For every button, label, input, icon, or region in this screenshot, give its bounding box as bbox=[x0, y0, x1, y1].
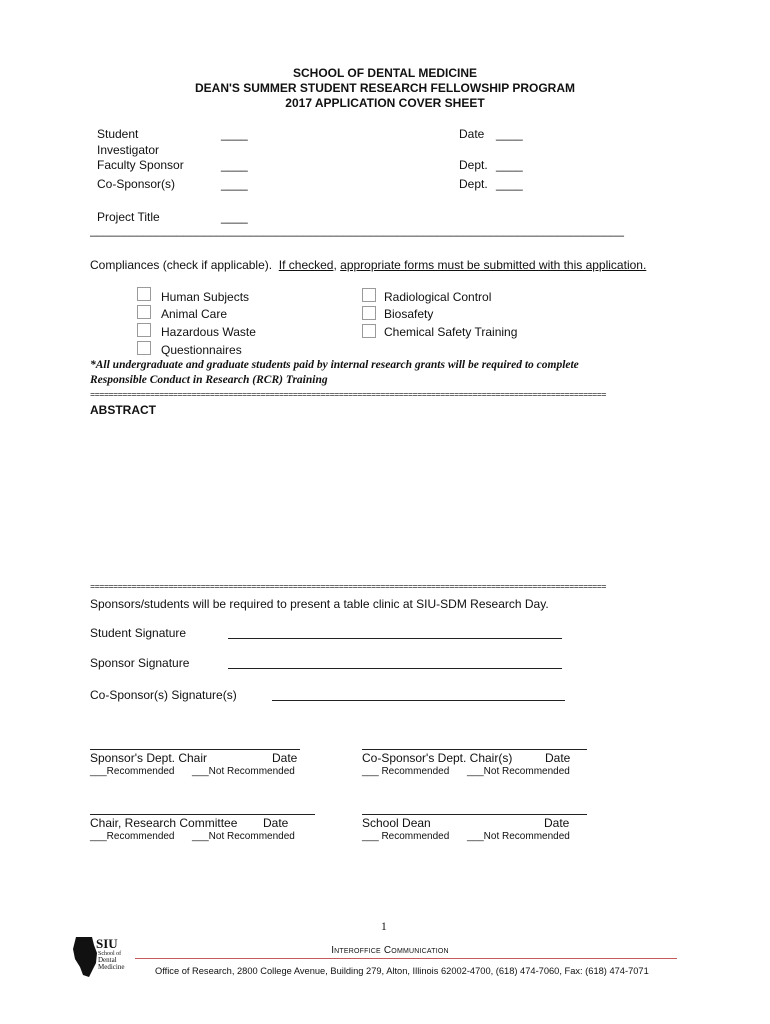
co-sponsor-signature-line[interactable] bbox=[272, 700, 565, 701]
student-signature-label: Student Signature bbox=[90, 626, 187, 640]
header-line-1: SCHOOL OF DENTAL MEDICINE bbox=[292, 66, 477, 80]
project-title-field[interactable]: ____ bbox=[221, 210, 248, 224]
co-sponsor-chair-signature-line[interactable] bbox=[362, 749, 587, 750]
hazardous-waste-checkbox[interactable] bbox=[137, 323, 151, 337]
research-chair-signature-line[interactable] bbox=[90, 814, 315, 815]
investigator-label: Investigator bbox=[97, 143, 160, 157]
sponsor-chair-label: Sponsor's Dept. Chair bbox=[90, 751, 208, 765]
school-dean-label: School Dean bbox=[362, 816, 431, 830]
header-line-2: DEAN'S SUMMER STUDENT RESEARCH FELLOWSHIP PROGRAM bbox=[195, 81, 575, 95]
co-sponsor-chair-label: Co-Sponsor's Dept. Chair(s) bbox=[362, 751, 513, 765]
separator-top: ================================================================================================================ bbox=[90, 390, 606, 400]
header-line-3: 2017 APPLICATION COVER SHEET bbox=[285, 96, 485, 110]
logo-school-text: School of bbox=[98, 951, 122, 957]
interoffice-text: Interoffice Communication bbox=[331, 945, 449, 956]
co-sponsor-signature-label: Co-Sponsor(s) Signature(s) bbox=[90, 688, 237, 702]
date-field[interactable]: ____ bbox=[496, 127, 523, 141]
research-chair-not-recommended[interactable]: ___Not Recommended bbox=[192, 831, 295, 842]
dept-label-1: Dept. bbox=[459, 158, 488, 172]
research-chair-label: Chair, Research Committee bbox=[90, 816, 238, 830]
sponsor-chair-recommended[interactable]: ___Recommended bbox=[90, 766, 175, 777]
sponsor-signature-line[interactable] bbox=[228, 668, 562, 669]
footer-address: Office of Research, 2800 College Avenue, Building 279, Alton, Illinois 62002-4700, (618) 474-7060, Fax: (618) 474-7071 bbox=[155, 966, 649, 976]
compliances-note-comma: , bbox=[333, 258, 341, 272]
page-number: 1 bbox=[381, 921, 387, 933]
chemical-safety-checkbox[interactable] bbox=[362, 324, 376, 338]
radiological-control-checkbox[interactable] bbox=[362, 288, 376, 302]
siu-logo bbox=[70, 935, 132, 979]
school-dean-recommended[interactable]: ___ Recommended bbox=[362, 831, 450, 842]
radiological-control-label: Radiological Control bbox=[384, 290, 492, 304]
logo-dental-text: Dental bbox=[98, 956, 117, 964]
human-subjects-label: Human Subjects bbox=[161, 290, 250, 304]
research-chair-recommended[interactable]: ___Recommended bbox=[90, 831, 175, 842]
hazardous-waste-label: Hazardous Waste bbox=[161, 325, 256, 339]
co-sponsors-field[interactable]: ____ bbox=[221, 177, 248, 191]
abstract-area[interactable] bbox=[90, 420, 678, 580]
questionnaires-checkbox[interactable] bbox=[137, 341, 151, 355]
biosafety-checkbox[interactable] bbox=[362, 306, 376, 320]
student-investigator-field[interactable]: ____ bbox=[221, 127, 248, 141]
research-day-note: Sponsors/students will be required to present a table clinic at SIU-SDM Research Day. bbox=[90, 597, 549, 611]
logo-siu-text: SIU bbox=[96, 936, 118, 951]
footer-rule bbox=[135, 958, 677, 959]
rcr-note-line-1: *All undergraduate and graduate students paid by internal research grants will be required to complete bbox=[90, 359, 579, 371]
sponsor-chair-not-recommended[interactable]: ___Not Recommended bbox=[192, 766, 295, 777]
faculty-sponsor-field[interactable]: ____ bbox=[221, 158, 248, 172]
co-sponsor-chair-not-recommended[interactable]: ___Not Recommended bbox=[467, 766, 570, 777]
compliances-line bbox=[90, 258, 646, 272]
chemical-safety-label: Chemical Safety Training bbox=[384, 325, 518, 339]
compliances-intro: Compliances (check if applicable). bbox=[90, 258, 273, 272]
abstract-heading: ABSTRACT bbox=[90, 403, 156, 417]
project-title-label: Project Title bbox=[97, 210, 160, 224]
animal-care-label: Animal Care bbox=[161, 307, 228, 321]
school-dean-not-recommended[interactable]: ___Not Recommended bbox=[467, 831, 570, 842]
date-label: Date bbox=[459, 127, 485, 141]
dept-field-2[interactable]: ____ bbox=[496, 177, 523, 191]
research-chair-date-label: Date bbox=[263, 816, 289, 830]
student-label: Student bbox=[97, 127, 139, 141]
sponsor-signature-label: Sponsor Signature bbox=[90, 656, 190, 670]
co-sponsors-label: Co-Sponsor(s) bbox=[97, 177, 176, 191]
biosafety-label: Biosafety bbox=[384, 307, 434, 321]
compliances-note-if-checked: If checked bbox=[278, 258, 334, 272]
co-sponsor-chair-date-label: Date bbox=[545, 751, 571, 765]
dept-label-2: Dept. bbox=[459, 177, 488, 191]
questionnaires-label: Questionnaires bbox=[161, 343, 242, 357]
dept-field-1[interactable]: ____ bbox=[496, 158, 523, 172]
sponsor-chair-signature-line[interactable] bbox=[90, 749, 300, 750]
school-dean-signature-line[interactable] bbox=[362, 814, 587, 815]
rcr-note-line-2: Responsible Conduct in Research (RCR) Training bbox=[90, 374, 328, 386]
project-title-rule: ________________________________________________________________________________ bbox=[90, 223, 624, 237]
school-dean-date-label: Date bbox=[544, 816, 570, 830]
student-signature-line[interactable] bbox=[228, 638, 562, 639]
logo-medicine-text: Medicine bbox=[98, 963, 125, 971]
interoffice-label bbox=[0, 945, 770, 956]
compliances-note-forms: appropriate forms must be submitted with this application. bbox=[340, 258, 647, 272]
animal-care-checkbox[interactable] bbox=[137, 305, 151, 319]
sponsor-chair-date-label: Date bbox=[272, 751, 298, 765]
human-subjects-checkbox[interactable] bbox=[137, 287, 151, 301]
co-sponsor-chair-recommended[interactable]: ___ Recommended bbox=[362, 766, 450, 777]
separator-bottom: ================================================================================================================ bbox=[90, 582, 606, 592]
faculty-sponsor-label: Faculty Sponsor bbox=[97, 158, 184, 172]
